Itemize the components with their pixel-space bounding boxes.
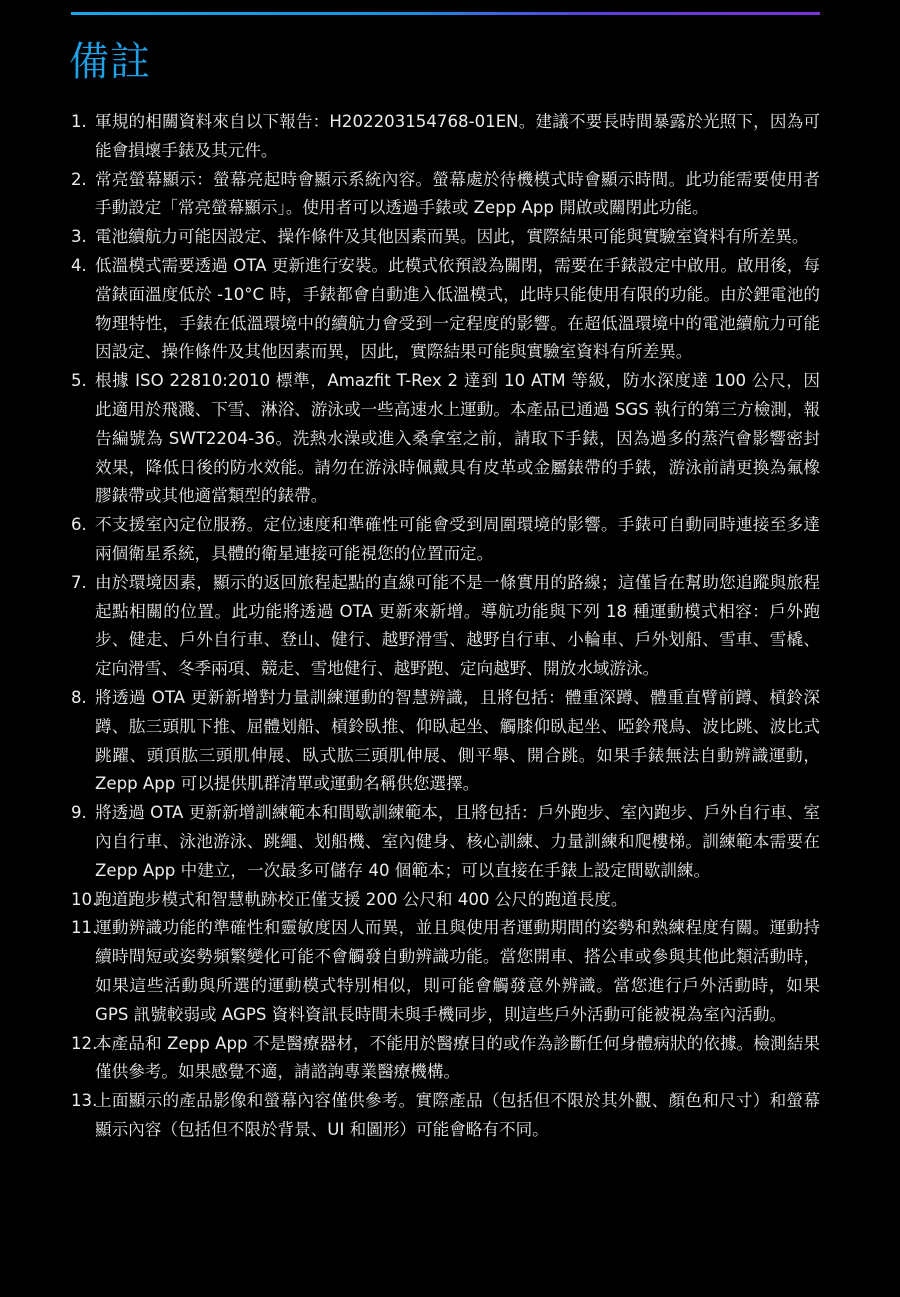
note-text: 將透過 OTA 更新新增訓練範本和間歇訓練範本，且將包括：戶外跑步、室內跑步、戶外自行車、室內自行車、泳池游泳、跳繩、划船機、室內健身、核心訓練、力量訓練和爬樓梯。訓練範本需要在 Zepp App 中建立，一次最多可儲存 40 個範本；可以直接在手錶上設定間歇訓練。: [95, 803, 820, 880]
note-item: [71, 1087, 820, 1145]
note-number: 13.: [71, 1091, 98, 1111]
note-item: [71, 1030, 820, 1088]
note-item: [71, 914, 820, 1029]
note-text: 根據 ISO 22810:2010 標準，Amazfit T-Rex 2 達到 10 ATM 等級，防水深度達 100 公尺，因此適用於飛濺、下雪、淋浴、游泳或一些高速水上運動。本產品已通過 SGS 執行的第三方檢測，報告編號為 SWT2204-36。洗熱水澡或進入桑拿室之前，請取下手錶，因為過多的蒸汽會影響密封效果，降低日後的防水效能。請勿在游泳時佩戴具有皮革或金屬錶帶的手錶，游泳前請更換為氟橡膠錶帶或其他適當類型的錶帶。: [95, 371, 820, 506]
note-item: [71, 223, 820, 252]
note-item: [71, 108, 820, 166]
note-text: 將透過 OTA 更新新增對力量訓練運動的智慧辨識，且將包括：體重深蹲、體重直臂前蹲、槓鈴深蹲、肱三頭肌下推、屈體划船、槓鈴臥推、仰臥起坐、觸膝仰臥起坐、啞鈴飛鳥、波比跳、波比式跳躍、頭頂肱三頭肌伸展、臥式肱三頭肌伸展、側平舉、開合跳。如果手錶無法自動辨識運動，Zepp App 可以提供肌群清單或運動名稱供您選擇。: [95, 687, 820, 794]
note-text: 電池續航力可能因設定、操作條件及其他因素而異。因此，實際結果可能與實驗室資料有所差異。: [95, 227, 809, 247]
note-text: 本產品和 Zepp App 不是醫療器材，不能用於醫療目的或作為診斷任何身體病狀的依據。檢測結果僅供參考。如果感覺不適，請諮詢專業醫療機構。: [95, 1033, 820, 1082]
note-number: 11.: [71, 918, 98, 938]
note-text: 低溫模式需要透過 OTA 更新進行安裝。此模式依預設為關閉，需要在手錶設定中啟用。啟用後，每當錶面溫度低於 -10°C 時，手錶都會自動進入低溫模式，此時只能使用有限的功能。由於鋰電池的物理特性，手錶在低溫環境中的續航力會受到一定程度的影響。在超低溫環境中的電池續航力可能因設定、操作條件及其他因素而異，因此，實際結果可能與實驗室資料有所差異。: [95, 255, 820, 362]
accent-divider: [71, 12, 820, 15]
note-item: [71, 166, 820, 224]
note-number: 2.: [71, 169, 87, 189]
note-number: 7.: [71, 572, 87, 592]
page-title: 備註: [69, 39, 151, 85]
note-text: 常亮螢幕顯示：螢幕亮起時會顯示系統內容。螢幕處於待機模式時會顯示時間。此功能需要使用者手動設定「常亮螢幕顯示」。使用者可以透過手錶或 Zepp App 開啟或關閉此功能。: [95, 169, 820, 218]
note-text: 不支援室內定位服務。定位速度和準確性可能會受到周圍環境的影響。手錶可自動同時連接至多達兩個衛星系統，具體的衛星連接可能視您的位置而定。: [95, 515, 820, 563]
note-item: [71, 569, 820, 684]
note-text: 由於環境因素，顯示的返回旅程起點的直線可能不是一條實用的路線；這僅旨在幫助您追蹤與旅程起點相關的位置。此功能將透過 OTA 更新來新增。導航功能與下列 18 種運動模式相容：戶外跑步、健走、戶外自行車、登山、健行、越野滑雪、越野自行車、小輪車、戶外划船、雪車、雪橇、定向滑雪、冬季兩項、競走、雪地健行、越野跑、定向越野、開放水域游泳。: [95, 572, 820, 679]
note-number: 12.: [71, 1033, 98, 1053]
note-item: [71, 684, 820, 799]
note-number: 8.: [71, 687, 87, 707]
note-item: [71, 367, 820, 511]
note-number: 3.: [71, 227, 87, 247]
note-text: 跑道跑步模式和智慧軌跡校正僅支援 200 公尺和 400 公尺的跑道長度。: [95, 889, 628, 909]
note-number: 5.: [71, 371, 87, 391]
note-item: [71, 252, 820, 367]
note-item: [71, 886, 820, 915]
note-text: 運動辨識功能的準確性和靈敏度因人而異，並且與使用者運動期間的姿勢和熟練程度有關。運動持續時間短或姿勢頻繁變化可能不會觸發自動辨識功能。當您開車、搭公車或參與其他此類活動時，如果這些活動與所選的運動模式特別相似，則可能會觸發意外辨識。當您進行戶外活動時，如果 GPS 訊號較弱或 AGPS 資料資訊長時間未與手機同步，則這些戶外活動可能被視為室內活動。: [95, 918, 820, 1024]
note-number: 9.: [71, 803, 87, 823]
note-number: 4.: [71, 255, 87, 275]
note-number: 6.: [71, 515, 87, 535]
note-text: 軍規的相關資料來自以下報告：H202203154768-01EN。建議不要長時間暴露於光照下，因為可能會損壞手錶及其元件。: [95, 112, 820, 160]
note-number: 1.: [71, 112, 87, 131]
notes-list: [71, 108, 820, 1145]
note-item: [71, 511, 820, 569]
note-number: 10.: [71, 889, 98, 909]
note-item: [71, 799, 820, 885]
note-text: 上面顯示的產品影像和螢幕內容僅供參考。實際產品（包括但不限於其外觀、顏色和尺寸）和螢幕顯示內容（包括但不限於背景、UI 和圖形）可能會略有不同。: [95, 1091, 820, 1139]
